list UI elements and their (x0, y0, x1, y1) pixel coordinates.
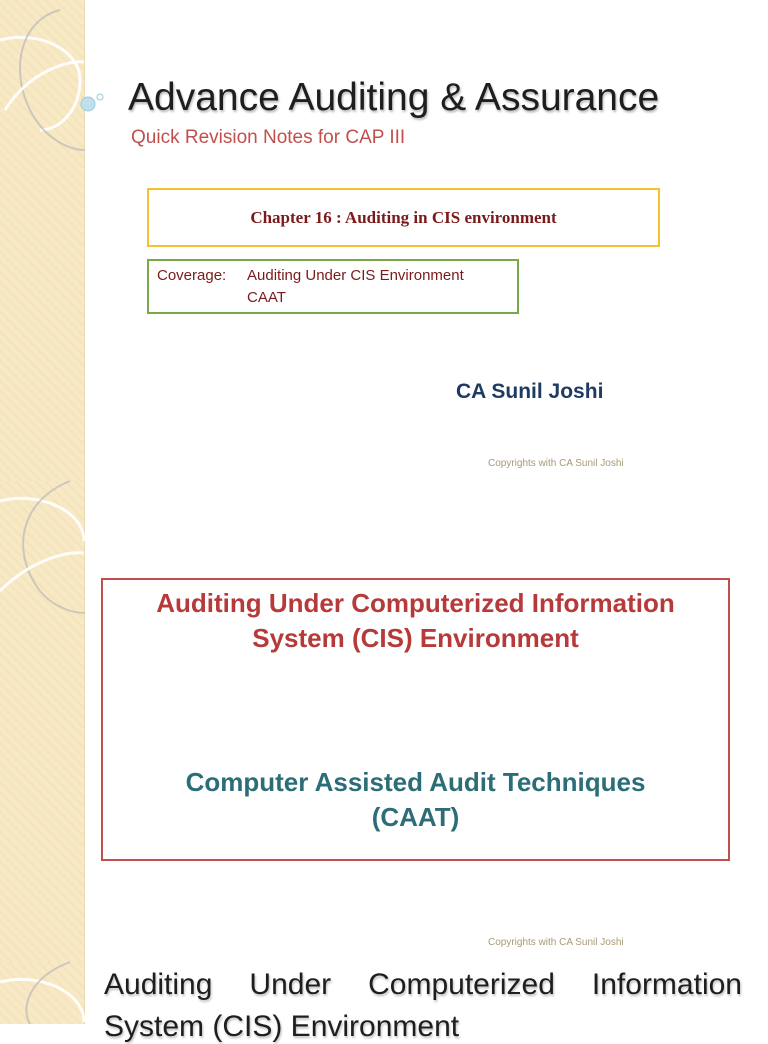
topic-heading-cis (103, 586, 728, 656)
swirl-ornament-icon (0, 0, 110, 200)
chapter-box (147, 188, 660, 247)
copyright-notice: Copyrights with CA Sunil Joshi (488, 458, 624, 469)
title-word: Information (591, 968, 742, 1001)
title-word: Under (249, 968, 332, 1001)
topic-line: Auditing Under Computerized Information (156, 588, 675, 618)
section-title-line2: System (CIS) Environment (104, 1010, 460, 1043)
swirl-ornament-icon (0, 481, 90, 641)
coverage-item: CAAT (247, 289, 286, 306)
swirl-ornament-icon (0, 962, 90, 1024)
author-name: CA Sunil Joshi (456, 380, 604, 403)
topics-box (101, 578, 730, 861)
coverage-label: Coverage: (157, 267, 227, 284)
title-word: Computerized (368, 968, 555, 1001)
slide-section (0, 962, 768, 1043)
coverage-box (147, 259, 519, 314)
section-title (104, 968, 742, 1002)
topic-line: (CAAT) (371, 802, 460, 832)
title-word: Auditing (104, 968, 213, 1001)
topic-line: System (CIS) Environment (252, 623, 579, 653)
copyright-notice: Copyrights with CA Sunil Joshi (488, 937, 624, 948)
slide-subtitle: Quick Revision Notes for CAP III (131, 127, 406, 148)
slide-title (0, 0, 768, 481)
coverage-item: Auditing Under CIS Environment (247, 267, 464, 284)
chapter-label: Chapter 16 : Auditing in CIS environment (250, 207, 557, 227)
slide-topics (0, 481, 768, 962)
slide-title-heading: Advance Auditing & Assurance (128, 76, 660, 119)
topic-line: Computer Assisted Audit Techniques (185, 767, 646, 797)
topic-heading-caat (103, 765, 728, 835)
